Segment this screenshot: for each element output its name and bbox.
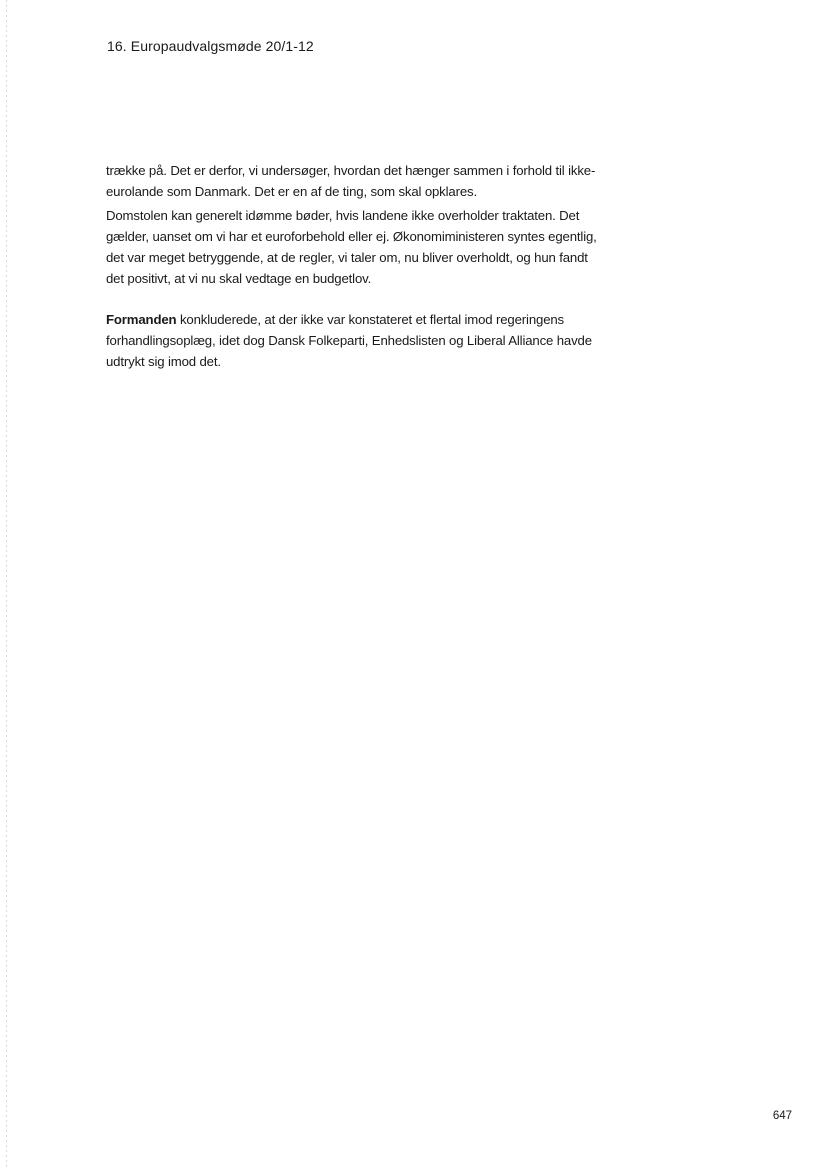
paragraph-3 [106, 309, 606, 372]
paragraph-1: trække på. Det er derfor, vi undersøger, hvordan det hænger sammen i forhold til ikke-eurolande som Danmark. Det er en af de ting, som skal opklares. [106, 163, 596, 199]
page-header: 16. Europaudvalgsmøde 20/1-12 [107, 38, 314, 54]
speaker-name: Formanden [106, 312, 177, 327]
scan-edge-line [6, 0, 7, 1168]
paragraph-3-text: konkluderede, at der ikke var konstateret et flertal imod regeringens forhandlingsoplæg, idet dog Dansk Folkeparti, Enhedslisten og Liberal Alliance havde udtrykt sig imod det. [106, 312, 592, 369]
page-number: 647 [772, 1110, 792, 1122]
paragraph-2: Domstolen kan generelt idømme bøder, hvis landene ikke overholder traktaten. Det gælder, uanset om vi har et euroforbehold eller ej. Økonomiministeren syntes egentlig, det var meget betryggende, at de regler, vi taler om, nu bliver overholdt, og hun fandt det positivt, at vi nu skal vedtage en budgetlov. [106, 208, 597, 286]
